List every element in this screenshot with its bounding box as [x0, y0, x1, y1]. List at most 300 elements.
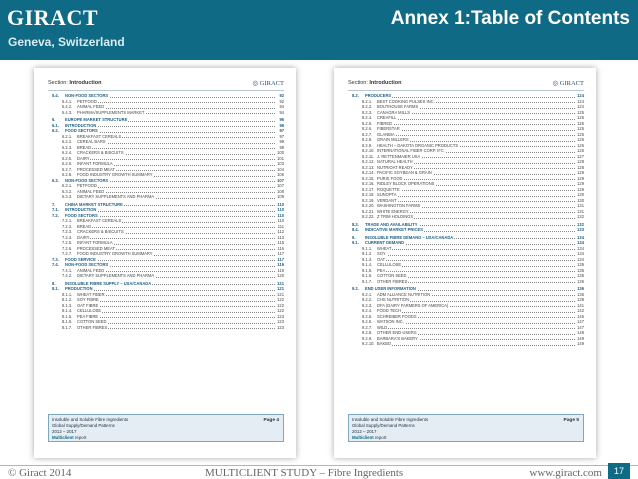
toc-entry-title: PURIS FOOD [377, 175, 403, 181]
toc-entry-title: WILD [377, 324, 388, 330]
toc-entry-page: 135 [577, 267, 584, 273]
toc-entry-title: SUNOPTA [377, 192, 397, 197]
toc-entry-title: INFANT FORMULA [77, 161, 113, 166]
toc-entry-number: 9.1.2. [362, 251, 373, 256]
toc-entry-page: 125 [577, 131, 584, 137]
toc-entry-page: 126 [577, 148, 584, 153]
toc-entry-page: 119 [277, 267, 284, 273]
header-bar [0, 0, 638, 60]
page-header [348, 80, 584, 90]
toc-entry-number: 9. [352, 234, 356, 240]
toc-entry-page: 129 [577, 175, 584, 181]
toc-entry-page: 128 [577, 164, 584, 170]
toc-entry-title: PROCESSED MEAT [77, 166, 115, 172]
toc-entry-number: 8.2.15. [362, 175, 375, 181]
toc-entry-label [62, 273, 155, 279]
toc-entry-number: 9.1.5. [362, 267, 373, 273]
toc-entry-title: PEA [377, 267, 386, 273]
footer-multiclient: Multiclient [52, 435, 74, 440]
toc-entry-number: 8.1.3. [62, 302, 73, 308]
toc-entry-page: 125 [577, 109, 584, 115]
toc-entry-title: NUTRIOAT READY [377, 164, 413, 170]
toc-entry-page: 101 [277, 155, 284, 161]
header-divider [348, 90, 584, 91]
page-footer-box [348, 414, 584, 442]
toc-entry-number: 9.2.6. [362, 319, 373, 324]
toc-entry-page: 134 [577, 256, 584, 262]
toc-entry-label [62, 194, 155, 200]
toc-entry-title: NON-FOOD SECTORS [65, 177, 109, 183]
toc-entry-page: 149 [577, 341, 584, 346]
toc-entry-number: 9.1.4. [362, 262, 373, 267]
toc-entry-number: 8.2.12. [362, 159, 375, 164]
toc-entry-title: CHS NUTRITION [377, 297, 410, 302]
toc-entry-page: 123 [277, 319, 284, 324]
toc-entry-title: FOOD TECH [377, 308, 402, 313]
toc-entry-title: INSOLUBLE FIBRE DEMAND – USA/CANADA [365, 234, 454, 240]
toc-entry-title: INSOLUBLE FIBRE SUPPLY – USA/CANADA [65, 280, 152, 286]
toc-entry-title: BEST COOKING PULSES INC. [377, 98, 435, 104]
toc-entry-number: 7.2.1. [62, 218, 73, 223]
toc-entry-number: 7. [52, 201, 56, 207]
toc-entry-page: 128 [577, 159, 584, 164]
table-of-contents [348, 93, 584, 347]
toc-entry-title: EUROPE MARKET STRUCTURE [65, 117, 128, 122]
toc-entry-page: 94 [279, 109, 284, 115]
toc-entry-title: BREAKFAST CEREALS [77, 133, 122, 139]
toc-entry-number: 9.2.7. [362, 324, 373, 330]
toc-entry-title: WHEAT FIBER [77, 291, 105, 297]
toc-entry-title: DFA (DAIRY FARMERS OF AMERICA) [377, 302, 449, 308]
toc-entry-number: 8.2.9. [362, 142, 373, 148]
toc-entry-title: WASHINGTON FARMS [377, 203, 421, 208]
toc-entry-page: 123 [277, 313, 284, 319]
toc-entry-title: CEREAL BARS [77, 139, 106, 144]
toc-entry-page: 97 [279, 128, 284, 133]
toc-entry-page: 125 [577, 120, 584, 126]
toc-entry-page: 121 [277, 286, 284, 291]
footer-report-subtitle: Global Supply/Demand Patterns [52, 423, 115, 428]
footer-report-word: report [374, 435, 387, 440]
toc-entry-number: 6.1. [52, 122, 59, 128]
toc-entry-number: 7.1. [52, 207, 59, 212]
toc-entry-number: 9.1.3. [362, 256, 373, 262]
section-label [48, 80, 101, 86]
toc-entry-number: 8.1.5. [62, 313, 73, 319]
toc-entry-number: 7.3. [52, 256, 59, 262]
study-title: MULTICLIENT STUDY – Fibre Ingredients [205, 467, 404, 479]
toc-entry-title: FIBERSTAR [377, 126, 400, 131]
toc-entry-page: 130 [577, 197, 584, 203]
toc-entry-page: 121 [277, 280, 284, 286]
toc-entry-title: Z TRIM HOLDINGS [377, 214, 414, 219]
toc-entry-title: FOOD SECTORS [65, 128, 98, 133]
toc-entry-number: 8.2.13. [362, 164, 375, 170]
toc-entry-number: 6.2.4. [62, 150, 73, 155]
toc-entry-page: 131 [577, 203, 584, 208]
toc-entry-page: 135 [577, 278, 584, 284]
toc-entry[interactable] [348, 227, 584, 233]
toc-entry-title: SOY [377, 251, 386, 256]
toc-entry-number: 6.2.6. [62, 161, 73, 166]
toc-entry-page: 96 [279, 122, 284, 128]
toc-entry-title: TRADE AND AVAILABILITY [365, 221, 418, 227]
toc-entry-number: 6.2.8. [62, 172, 73, 177]
toc-entry-number: 9.2.9. [362, 335, 373, 341]
toc-entry-number: 7.2.2. [62, 223, 73, 229]
toc-entry-page: 119 [277, 262, 284, 267]
toc-entry-number: 8.2.18. [362, 192, 375, 197]
footer-report-title: Insoluble and Soluble Fibre Ingredients [352, 417, 429, 422]
section-name: Introduction [369, 80, 402, 86]
toc-entry-number: 6.2.3. [62, 144, 73, 150]
toc-entry-number: 8.2. [352, 93, 359, 98]
toc-entry-title: CHINA MARKET STRUCTURE [65, 201, 123, 207]
toc-entry-title: WHITE ENERGY [377, 208, 409, 214]
toc-entry-number: 6. [52, 117, 56, 122]
toc-entry-title: FOOD SERVICE [65, 256, 96, 262]
slide-footer [0, 465, 638, 479]
toc-entry-title: PRODUCTION [65, 286, 93, 291]
toc-entry-number: 7.4.2. [62, 273, 73, 278]
toc-entry-page: 110 [277, 201, 284, 207]
toc-entry-title: BREAD [77, 223, 92, 229]
toc-entry-number: 7.2.3. [62, 229, 73, 234]
toc-entry-title: WATSON INC. [377, 319, 404, 324]
toc-entry-title: FOOD SECTORS [65, 212, 98, 218]
toc-entry[interactable] [48, 194, 284, 200]
section-label [348, 80, 401, 86]
toc-entry-page: 131 [577, 208, 584, 214]
toc-entry-page: 126 [577, 137, 584, 142]
toc-entry-page: 109 [277, 194, 284, 199]
toc-entry-number: 8.2.20. [362, 203, 375, 208]
toc-entry-page: 123 [277, 324, 284, 330]
toc-entry-page: 94 [279, 104, 284, 109]
toc-entry-number: 9.2.1. [362, 291, 373, 297]
toc-entry-title: FIBRED [377, 120, 393, 126]
toc-entry-page: 112 [277, 229, 284, 234]
toc-entry-page: 122 [277, 308, 284, 313]
slide-number: 17 [608, 463, 630, 479]
toc-entry-page: 97 [279, 133, 284, 139]
section-label-prefix: Section: [48, 80, 68, 86]
toc-entry-page: 110 [277, 207, 284, 212]
toc-entry-title: INDICATIVE MARKET PRICES [365, 227, 423, 232]
toc-entry-number: 8.4. [352, 227, 359, 232]
copyright-text: © Giract 2014 [8, 467, 72, 479]
toc-entry-number: 6.2.7. [62, 166, 73, 172]
footer-report-word: report [74, 435, 87, 440]
toc-entry-title: PETFOOD [77, 183, 97, 188]
toc-entry-page: 136 [577, 291, 584, 297]
toc-entry-number: 7.2.7. [62, 251, 73, 256]
toc-entry-page: 100 [277, 150, 284, 155]
toc-entry-number: 6.3. [52, 177, 59, 183]
toc-entry-page: 92 [279, 93, 284, 98]
toc-entry-number: 6.2.5. [62, 155, 73, 161]
toc-entry-page: 111 [277, 223, 284, 229]
toc-entry-number: 8.2.17. [362, 186, 375, 192]
toc-entry-number: 6.3.3. [62, 194, 73, 199]
toc-entry-title: CURRENT DEMAND [365, 240, 405, 245]
toc-entry-page: 145 [577, 313, 584, 319]
toc-entry-page: 134 [577, 251, 584, 256]
toc-entry-number: 8.1.6. [62, 319, 73, 324]
toc-entry-page: 113 [277, 234, 284, 240]
toc-entry-number: 8.2.16. [362, 181, 375, 186]
toc-entry-label [62, 110, 145, 116]
toc-entry-title: COTTON SEED [377, 273, 407, 278]
toc-entry-title: ANIMAL FEED [77, 188, 105, 194]
toc-entry-number: 7.2.5. [62, 240, 73, 245]
toc-entry-number: 9.2.10. [362, 341, 375, 346]
toc-entry-number: 8.3. [352, 221, 359, 227]
toc-entry-title: CANAGRA MILLS [377, 109, 410, 115]
toc-entry-page: 117 [277, 256, 284, 262]
toc-entry-title: OTHER END-USERS [377, 330, 417, 335]
toc-entry-title: OAT FIBRE [77, 302, 99, 308]
toc-entry-title: J. RETTENMAIER USA [377, 153, 421, 159]
toc-entry-page: 134 [577, 245, 584, 251]
giract-logo: ◎ GIRACT [252, 80, 284, 87]
toc-entry-title: PRODUCERS [365, 93, 392, 98]
toc-entry-number: 9.2. [352, 286, 359, 291]
toc-entry-page: 132 [577, 221, 584, 227]
footer-multiclient: Multiclient [352, 435, 374, 440]
toc-entry-page: 92 [279, 98, 284, 104]
toc-entry-number: 8.2.6. [362, 126, 373, 131]
toc-entry-page: 107 [277, 177, 284, 183]
toc-entry-number: 7.2.4. [62, 234, 73, 240]
toc-entry-number: 5.4. [52, 93, 59, 98]
toc-entry-number: 6.2.1. [62, 133, 73, 139]
toc-entry-title: DIETARY SUPPLEMENTS AND PHARMA [77, 273, 155, 278]
toc-entry-label [62, 325, 108, 331]
giract-logo: ◎ GIRACT [552, 80, 584, 87]
footer-report-type [352, 435, 386, 440]
toc-entry-title: WHEAT [377, 245, 392, 251]
toc-entry-number: 9.1.6. [362, 273, 373, 278]
toc-entry-title: BARBARA'S BAKERY [377, 335, 418, 341]
toc-entry-number: 8.2.11. [362, 153, 375, 159]
toc-entry-number: 8.2.1. [362, 98, 373, 104]
toc-entry-title: NON-FOOD SECTORS [65, 93, 109, 98]
toc-entry-page: 148 [577, 330, 584, 335]
toc-entry-page: 147 [577, 324, 584, 330]
document-page-right [334, 68, 596, 458]
toc-entry-title: CRACKERS & BISCUITS [77, 150, 124, 155]
toc-entry-page: 135 [577, 273, 584, 278]
toc-entry-page: 125 [577, 115, 584, 120]
footer-report-title: Insoluble and Soluble Fibre Ingredients [52, 417, 129, 422]
toc-entry-page: 138 [577, 297, 584, 302]
location-label: Geneva, Switzerland [8, 35, 125, 49]
toc-entry-number: 6.3.1. [62, 183, 73, 188]
toc-entry-page: 136 [577, 286, 584, 291]
toc-entry-page: 149 [577, 335, 584, 341]
toc-entry-number: 8.2.4. [362, 115, 373, 120]
toc-entry-number: 9.1.1. [362, 245, 373, 251]
toc-entry-page: 106 [277, 172, 284, 177]
toc-entry-title: DIETARY SUPPLEMENTS AND PHARMA [77, 194, 155, 199]
toc-entry-page: 99 [279, 139, 284, 144]
toc-entry[interactable] [348, 214, 584, 220]
toc-entry-title: GRAIN MILLERS [377, 137, 409, 142]
toc-entry-page: 127 [577, 153, 584, 159]
document-page-left [34, 68, 296, 458]
toc-entry-number: 8.2.22. [362, 214, 375, 219]
toc-entry-title: FOOD INDUSTRY GROWTH SUMMARY [77, 251, 153, 256]
toc-entry-number: 5.4.2. [62, 104, 73, 109]
toc-entry-number: 8. [52, 280, 56, 286]
toc-entry-number: 5.4.1. [62, 98, 73, 104]
footer-report-years: 2012 – 2017 [352, 429, 377, 434]
toc-entry-title: VERDANT [377, 197, 397, 203]
toc-entry-title: SOY FIBRE [77, 297, 99, 302]
toc-entry-title: PETFOOD [77, 98, 97, 104]
toc-entry-page: 141 [577, 302, 584, 308]
toc-entry-title: CRACKERS & BISCUITS [77, 229, 124, 234]
toc-entry-page: 134 [577, 234, 584, 240]
toc-entry-page: 129 [577, 170, 584, 175]
toc-entry-title: INTRODUCTION [65, 122, 97, 128]
toc-entry-page: 104 [277, 166, 284, 172]
toc-entry-page: 129 [577, 181, 584, 186]
toc-entry-number: 6.2.2. [62, 139, 73, 144]
page-number: Page 4 [263, 418, 279, 423]
toc-entry-title: ANIMAL FEED [77, 104, 105, 109]
table-of-contents [48, 93, 284, 330]
toc-entry-page: 121 [277, 291, 284, 297]
toc-entry-page: 122 [277, 297, 284, 302]
toc-entry-number: 7.2. [52, 212, 59, 218]
toc-entry-number: 8.2.5. [362, 120, 373, 126]
toc-entry-number: 9.1. [352, 240, 359, 245]
toc-entry-number: 8.2.3. [362, 109, 373, 115]
toc-entry-page: 108 [277, 188, 284, 194]
toc-entry-title: HEALTH – DAKOTA ORGANIC PRODUCTS [377, 142, 459, 148]
toc-entry-number: 5.4.3. [62, 109, 73, 115]
toc-entry-title: INFANT FORMULA [77, 240, 113, 245]
toc-entry-number: 6.2. [52, 128, 59, 133]
toc-entry-title: COTTON SEED [77, 319, 107, 324]
section-label-prefix: Section: [348, 80, 368, 86]
toc-entry[interactable] [48, 110, 284, 116]
toc-entry-number: 8.2.21. [362, 208, 375, 214]
page-footer-box [48, 414, 284, 442]
toc-entry-title: CELLULOSE [77, 308, 102, 313]
toc-entry-title: DAIRY [77, 234, 90, 240]
toc-entry-label [362, 341, 392, 347]
toc-entry-page: 124 [577, 93, 584, 98]
toc-entry-page: 129 [577, 186, 584, 192]
toc-entry-title: CELLULOSE [377, 262, 402, 267]
toc-entry-number: 9.2.2. [362, 297, 373, 302]
section-name: Introduction [69, 80, 102, 86]
toc-entry[interactable] [48, 325, 284, 331]
toc-entry[interactable] [348, 341, 584, 347]
toc-entry-page: 99 [279, 144, 284, 150]
toc-entry-page: 117 [277, 251, 284, 256]
toc-entry-page: 125 [577, 126, 584, 131]
toc-entry-title: BREAKFAST CEREALS [77, 218, 122, 223]
toc-entry-number: 9.2.5. [362, 313, 373, 319]
toc-entry-number: 8.1. [52, 286, 59, 291]
toc-entry-number: 9.2.3. [362, 302, 373, 308]
toc-entry-title: BAKBO [377, 341, 392, 346]
toc-entry-title: NON-FOOD SECTORS [65, 262, 109, 267]
toc-entry-page: 107 [277, 183, 284, 188]
toc-entry-label [362, 214, 414, 220]
toc-entry-title: INTERNATIONAL FIBER CORP. IFC [377, 148, 444, 153]
toc-entry-number: 7.4. [52, 262, 59, 267]
toc-entry-title: BREAD [77, 144, 92, 150]
toc-entry-title: INTRODUCTION [65, 207, 97, 212]
toc-entry-number: 8.1.1. [62, 291, 73, 297]
toc-entry-number: 8.1.2. [62, 297, 73, 302]
toc-entry-label [362, 279, 408, 285]
toc-entry-number: 9.2.4. [362, 308, 373, 313]
toc-entry-number: 6.3.2. [62, 188, 73, 194]
toc-entry[interactable] [348, 279, 584, 285]
toc-entry-title: SCHREIBER FOODS [377, 313, 417, 319]
toc-entry-page: 126 [577, 142, 584, 148]
toc-entry-page: 130 [577, 192, 584, 197]
toc-entry-title: ROQUETTE [377, 186, 400, 192]
toc-entry-number: 7.4.1. [62, 267, 73, 273]
toc-entry-page: 116 [277, 245, 284, 251]
toc-entry-number: 7.2.6. [62, 245, 73, 251]
toc-entry-title: BOUTHOUSE FARMS [377, 104, 419, 109]
toc-entry-number: 9.1.7. [362, 278, 373, 284]
footer-report-years: 2012 – 2017 [52, 429, 77, 434]
footer-report-type [52, 435, 86, 440]
toc-entry-page: 142 [577, 308, 584, 313]
header-divider [48, 90, 284, 91]
toc-entry-number: 8.2.14. [362, 170, 375, 175]
toc-entry-number: 9.2.8. [362, 330, 373, 335]
toc-entry-title: GLANBIA [377, 131, 395, 137]
toc-entry-title: CREAFILL [377, 115, 397, 120]
toc-entry-title: PEA FIBRE [77, 313, 99, 319]
toc-entry-page: 120 [277, 273, 284, 278]
website-link[interactable]: www.giract.com [529, 467, 602, 479]
toc-entry-title: RIDLEY BLOCK OPERATIONS [377, 181, 435, 186]
toc-entry-title: PHARMA/SUPPLEMENTS MARKET [77, 109, 145, 115]
toc-entry-title: FOOD INDUSTRY GROWTH SUMMARY [77, 172, 153, 177]
toc-entry-number: 8.2.7. [362, 131, 373, 137]
toc-entry-title: OTHER FIBRES [377, 278, 408, 284]
slide-title: Annex 1:Table of Contents [390, 8, 630, 29]
toc-entry-page: 110 [277, 212, 284, 218]
toc-entry-number: 8.2.10. [362, 148, 375, 153]
page-header [48, 80, 284, 90]
toc-entry-number: 8.2.2. [362, 104, 373, 109]
toc-entry-page: 122 [277, 302, 284, 308]
toc-entry-page: 147 [577, 319, 584, 324]
toc-entry-page: 135 [577, 262, 584, 267]
toc-entry-title: OAT [377, 256, 386, 262]
toc-entry-number: 8.1.7. [62, 324, 73, 330]
toc-entry-title: NATURAL HEALTH [377, 159, 413, 164]
toc-entry[interactable] [48, 273, 284, 279]
toc-entry-number: 8.2.8. [362, 137, 373, 142]
toc-entry-page: 124 [577, 98, 584, 104]
toc-entry-page: 134 [577, 240, 584, 245]
toc-leader-dots [362, 345, 575, 346]
toc-entry-label [352, 227, 424, 233]
